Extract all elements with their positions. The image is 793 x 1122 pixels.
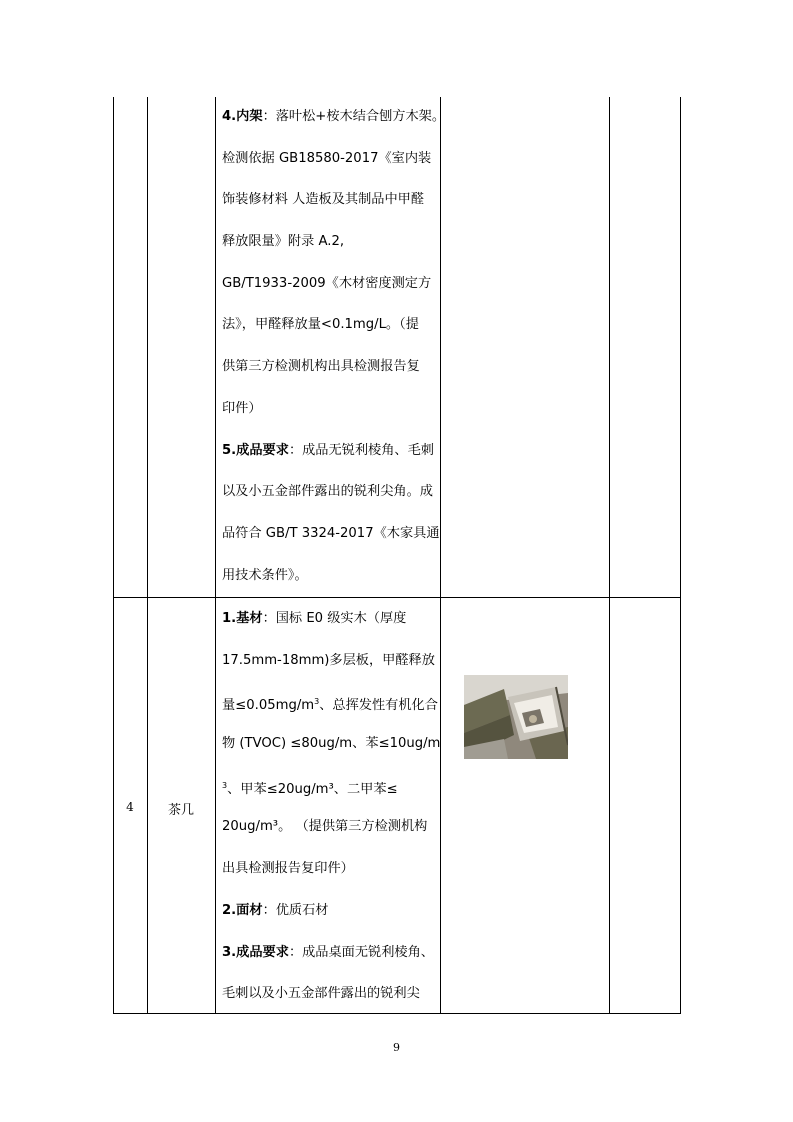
spec-line: 物 (TVOC) ≤80ug/m、苯≤10ug/m [222,736,441,752]
table-border-left [113,97,114,1014]
column-divider-name [215,97,216,1014]
spec-line: 2.面材：优质石材 [222,902,329,918]
column-divider-image [609,97,610,1014]
spec-line: GB/T1933-2009《木材密度测定方 [222,275,432,291]
column-divider-seq [147,97,148,1014]
spec-line: 5.成品要求：成品无锐利棱角、毛刺 [222,442,434,458]
spec-line: 量$\le 0.05mg/m^3$、总挥发性有机化合 [222,697,438,714]
spec-line: 供第三方检测机构出具检测报告复 [222,359,420,375]
column-divider-spec [440,97,441,1014]
table-border-right [680,97,681,1014]
spec-cell [222,598,441,1015]
page-number: 9 [393,1041,400,1054]
spec-line: 印件） [222,400,262,416]
coffee-table-image [464,675,568,759]
spec-line: 用技术条件》。 [222,567,308,583]
spec-line: 法》，甲醛释放量<0.1mg/L。（提 [222,317,419,333]
spec-line: 品符合 GB/T 3324-2017《木家具通 [222,525,440,541]
coffee-table-photo [464,675,568,759]
spec-line: 17.5mm-18mm)多层板，甲醛释放 [222,652,435,668]
spec-line: 3.成品要求：成品桌面无锐利棱角、 [222,944,434,960]
spec-line: $^3$、甲苯≤20ug/m³、二甲苯≤ [222,780,398,797]
spec-line: 检测依据 GB18580-2017《室内装 [222,150,432,166]
spec-line: 4.内架：落叶松+桉木结合刨方木架。 [222,109,446,124]
spec-line: 1.基材：国标 E0 级实木（厚度 [222,611,407,626]
row-sequence-number: 4 [126,800,134,814]
spec-line: 以及小五金部件露出的锐利尖角。成 [222,484,433,500]
spec-line: 出具检测报告复印件） [222,861,354,877]
spec-line: 饰装修材料 人造板及其制品中甲醛 [222,192,425,208]
spec-line: 20ug/m³。 （提供第三方检测机构 [222,819,428,835]
item-name: 茶几 [167,803,194,818]
spec-line: 毛刺以及小五金部件露出的锐利尖 [222,986,420,1002]
spec-line: 释放限量》附录 A.2, [222,234,345,250]
spec-cell-continued [222,96,446,596]
